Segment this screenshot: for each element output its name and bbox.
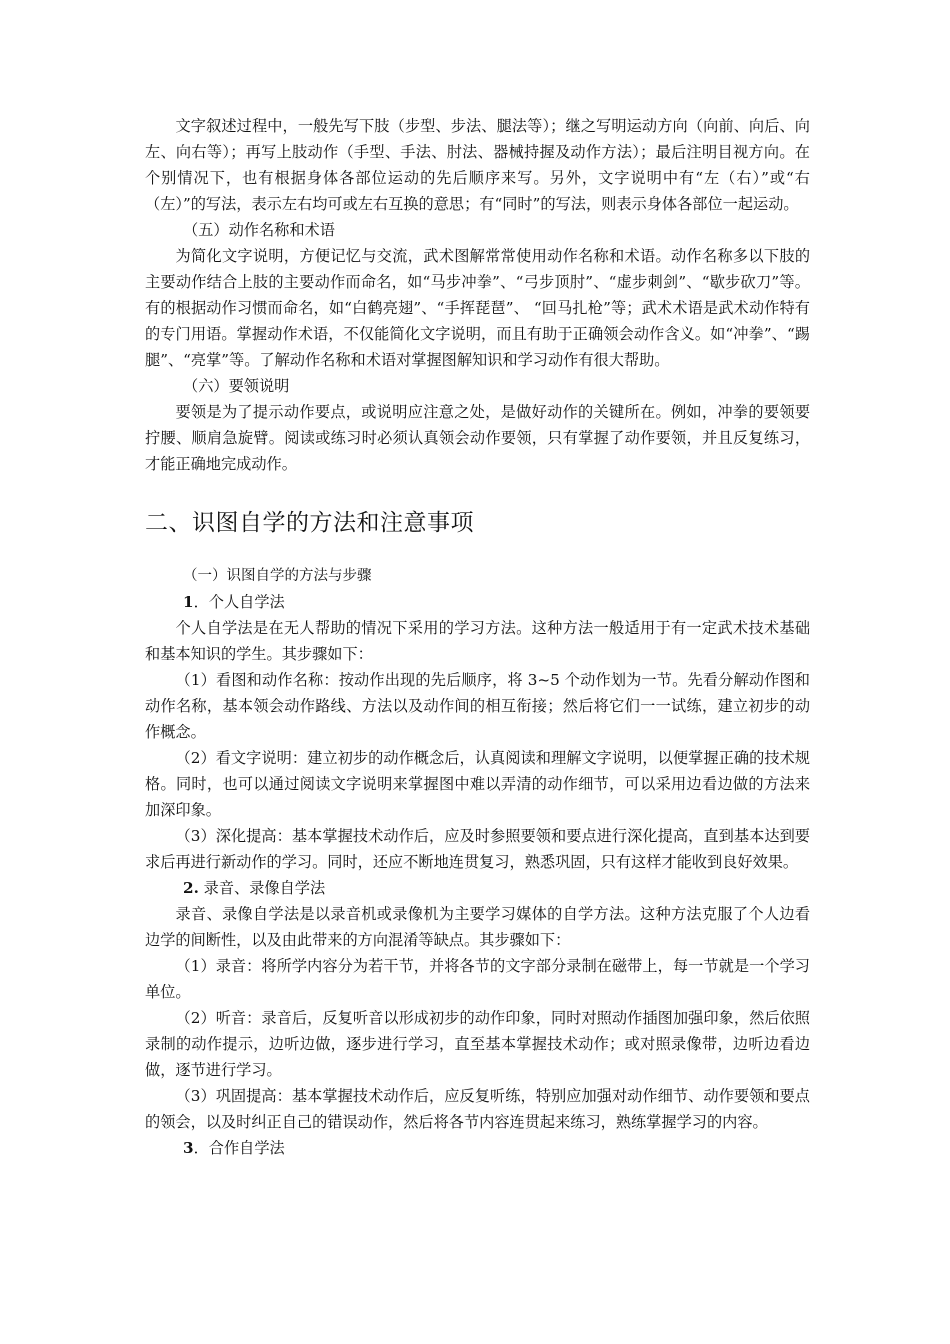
- paragraph-recording-step-2: （2）听音：录音后，反复听音以形成初步的动作印象，同时对照动作插图加强印象，然后依照录制的动作提示，边听边做，逐步进行学习，直至基本掌握技术动作；或对照录像带，边听边看边做，逐节进行学习。: [145, 1009, 810, 1079]
- subheading-action-names: （五）动作名称和术语: [183, 221, 335, 239]
- subheading-key-points: （六）要领说明: [183, 377, 290, 395]
- paragraph-step-3: （3）深化提高：基本掌握技术动作后，应及时参照要领和要点进行深化提高，直到基本达到要求后再进行新动作的学习。同时，还应不断地连贯复习，熟悉巩固，只有这样才能收到良好效果。: [145, 827, 810, 871]
- paragraph-individual-intro: 个人自学法是在无人帮助的情况下采用的学习方法。这种方法一般适用于有一定武术技术基础和基本知识的学生。其步骤如下：: [145, 619, 810, 663]
- subheading-methods-steps: （一）识图自学的方法与步骤: [183, 568, 372, 584]
- numbered-heading-text: 录音、录像自学法: [198, 879, 326, 897]
- numbered-heading-individual: [145, 589, 810, 615]
- paragraph-recording-step-3: （3）巩固提高：基本掌握技术动作后，应反复听练，特别应加强对动作细节、动作要领和要点的领会，以及时纠正自己的错误动作，然后将各节内容连贯起来练习，熟练掌握学习的内容。: [145, 1087, 810, 1131]
- number-label: 1: [183, 593, 194, 611]
- number-label: 3: [183, 1139, 194, 1157]
- paragraph-recording-step-1: （1）录音：将所学内容分为若干节，并将各节的文字部分录制在磁带上，每一节就是一个学习单位。: [145, 957, 810, 1001]
- document-body: [145, 113, 810, 1161]
- paragraph-step-1: （1）看图和动作名称：按动作出现的先后顺序，将 3~5 个动作划为一节。先看分解动作图和动作名称，基本领会动作路线、方法以及动作间的相互衔接；然后将它们一一试练，建立初步的动作概念。: [145, 671, 810, 741]
- paragraph-action-names: 为简化文字说明，方便记忆与交流，武术图解常常使用动作名称和术语。动作名称多以下肢的主要动作结合上肢的主要动作而命名，如“马步冲拳”、“弓步顶肘”、“虚步刺剑”、“歇步砍刀”等。有的根据动作习惯而命名，如“白鹤亮翅”、“手挥琵琶”、 “回马扎枪”等；武术术语是武术动作特有的专门用语。掌握动作术语，不仅能简化文字说明，而且有助于正确领会动作含义。如“冲拳”、“踢腿”、“亮掌”等。了解动作名称和术语对掌握图解知识和学习动作有很大帮助。: [145, 247, 810, 369]
- paragraph-writing-order: 文字叙述过程中，一般先写下肢（步型、步法、腿法等）；继之写明运动方向（向前、向后、向左、向右等）；再写上肢动作（手型、手法、肘法、器械持握及动作方法）；最后注明目视方向。在个别情况下，也有根据身体各部位运动的先后顺序来写。另外，文字说明中有“左（右）”或“右（左）”的写法，表示左右均可或左右互换的意思；有“同时”的写法，则表示身体各部位一起运动。: [145, 117, 810, 213]
- paragraph-key-points: 要领是为了提示动作要点，或说明应注意之处，是做好动作的关键所在。例如，冲拳的要领要拧腰、顺肩急旋臂。阅读或练习时必须认真领会动作要领，只有掌握了动作要领，并且反复练习，才能正确地完成动作。: [145, 403, 810, 473]
- numbered-heading-text: ．个人自学法: [193, 593, 285, 611]
- section-heading: 二、识图自学的方法和注意事项: [145, 510, 474, 536]
- numbered-heading-cooperative: [145, 1135, 810, 1161]
- paragraph-recording-intro: 录音、录像自学法是以录音机或录像机为主要学习媒体的自学方法。这种方法克服了个人边看边学的间断性，以及由此带来的方向混淆等缺点。其步骤如下：: [145, 905, 810, 949]
- paragraph-step-2: （2）看文字说明：建立初步的动作概念后，认真阅读和理解文字说明，以便掌握正确的技术规格。同时，也可以通过阅读文字说明来掌握图中难以弄清的动作细节，可以采用边看边做的方法来加深印象。: [145, 749, 810, 819]
- number-label: 2.: [183, 879, 199, 897]
- numbered-heading-text: ．合作自学法: [193, 1139, 285, 1157]
- numbered-heading-recording: [145, 875, 810, 901]
